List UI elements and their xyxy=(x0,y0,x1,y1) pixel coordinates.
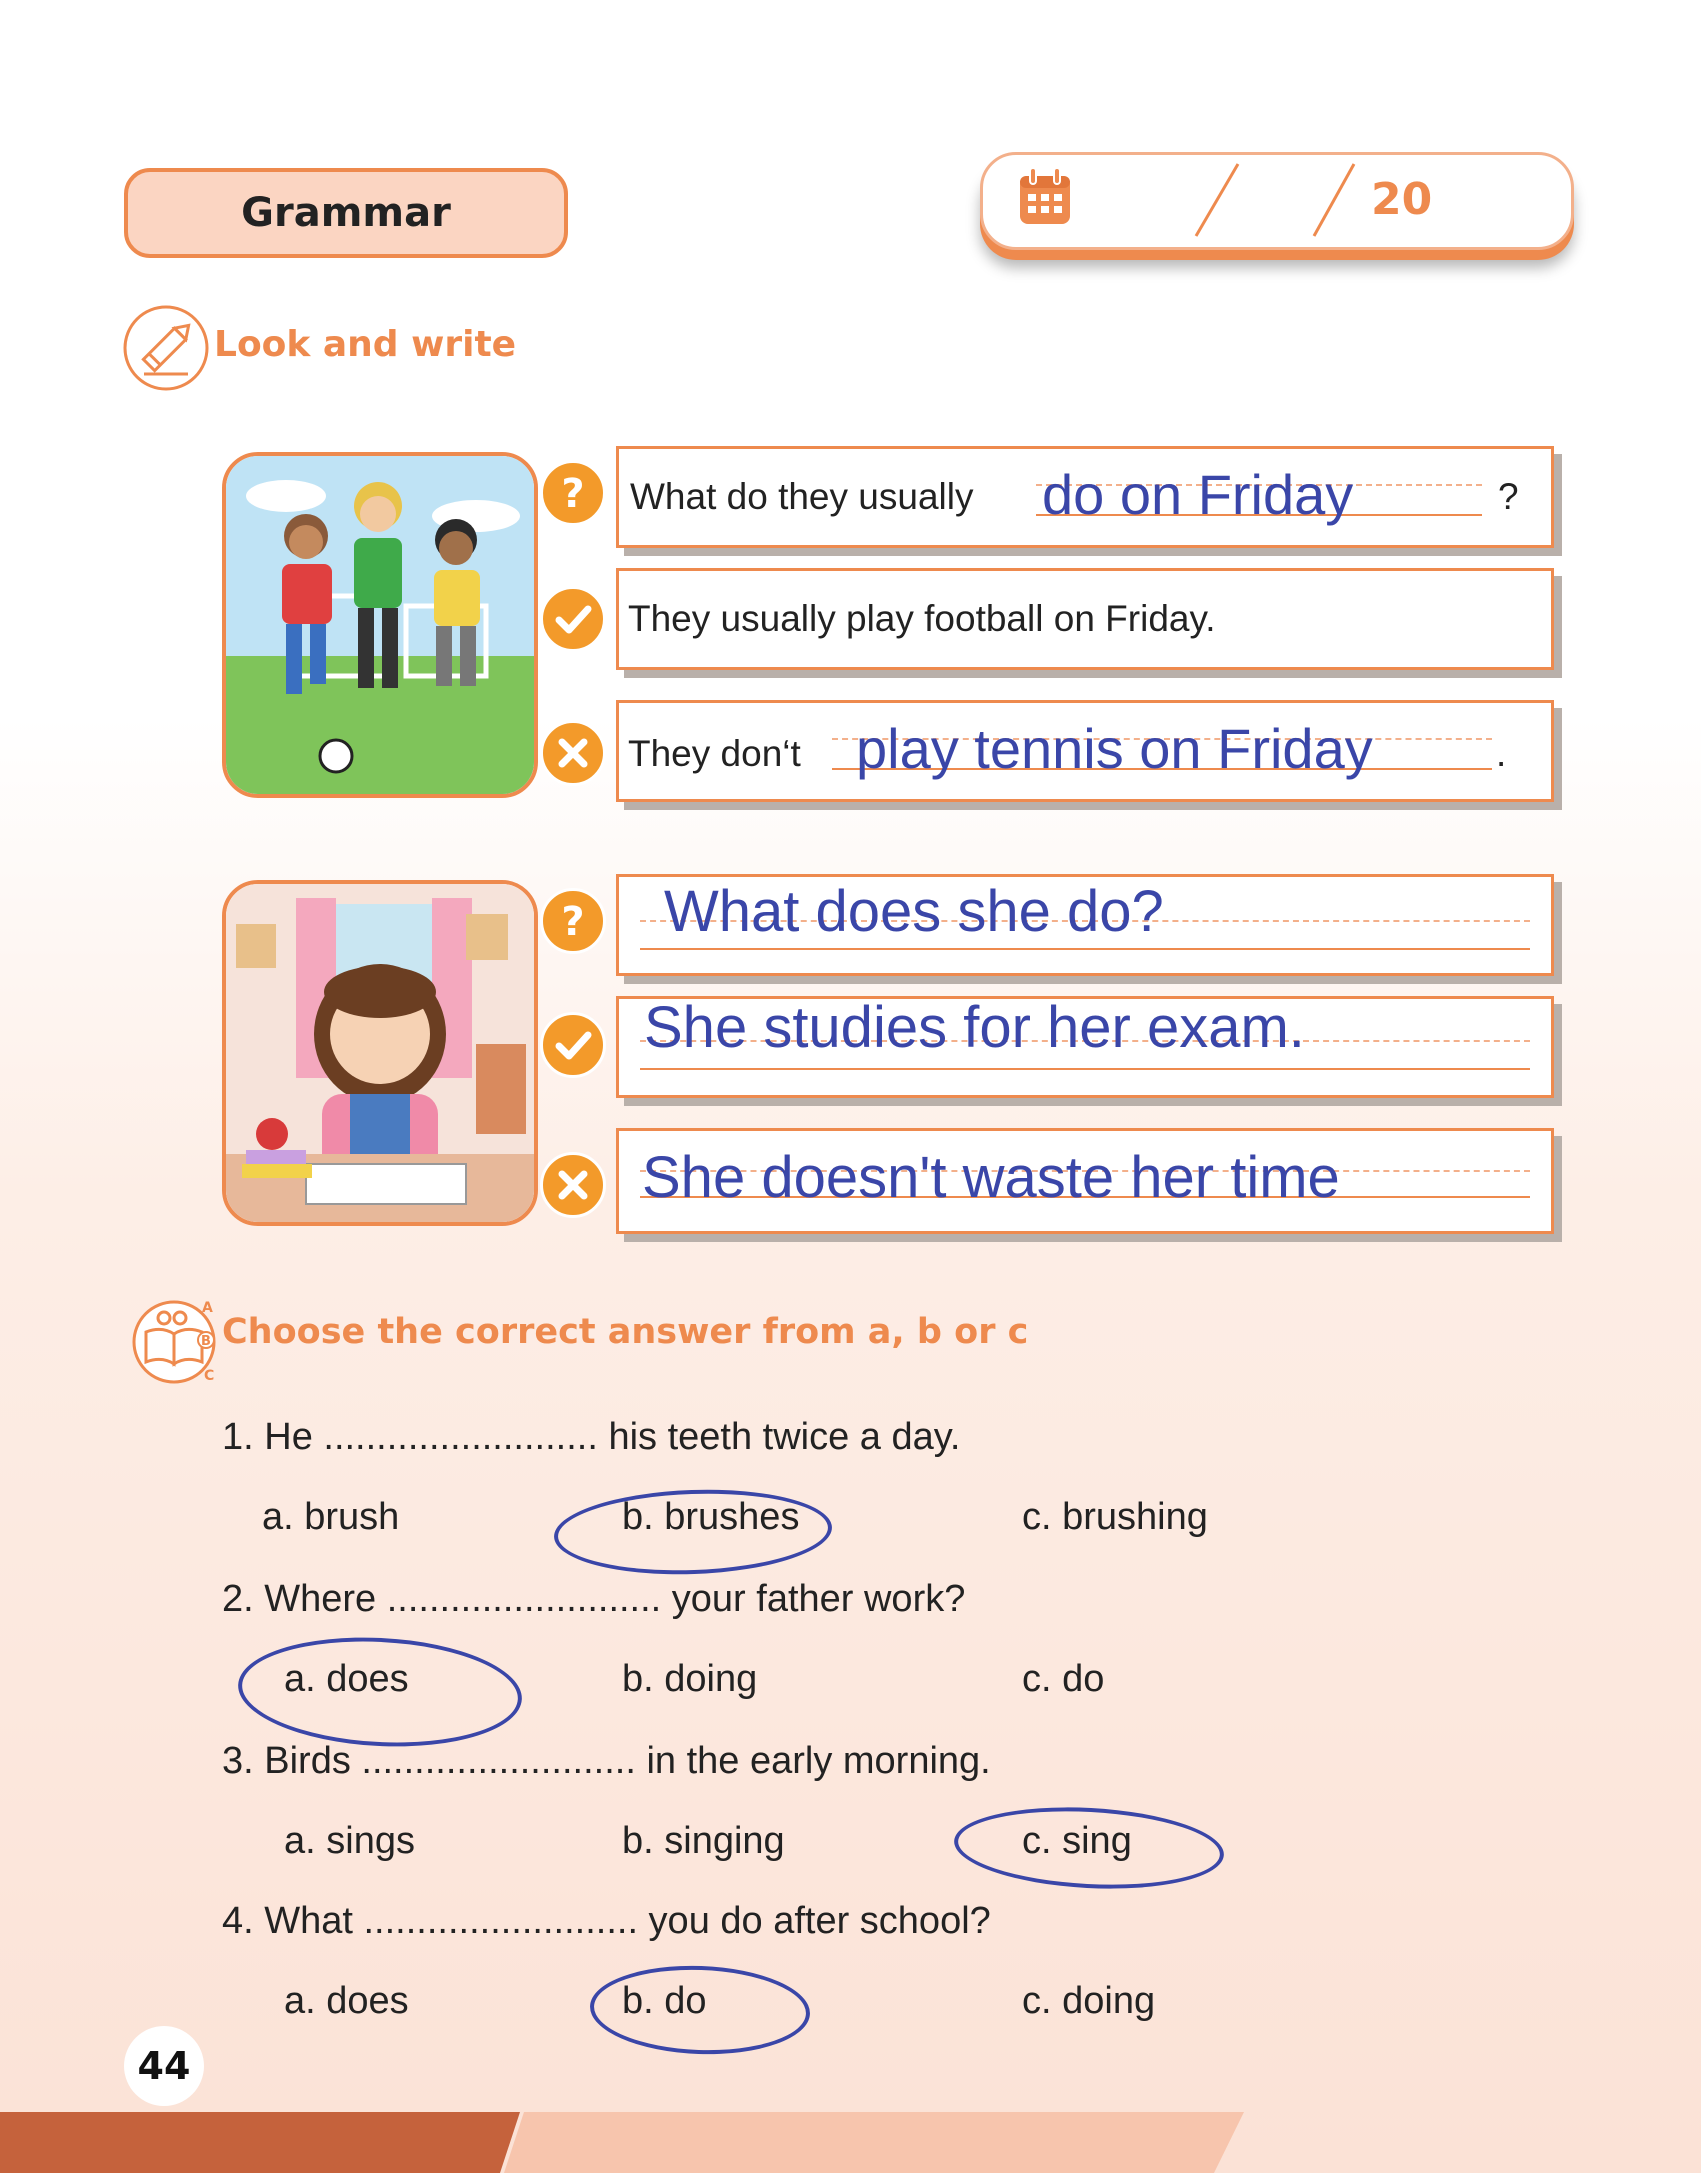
page-number: 44 xyxy=(124,2026,204,2106)
option-c[interactable]: c. do xyxy=(1022,1658,1105,1700)
option-c[interactable]: c. doing xyxy=(1022,1980,1156,2022)
answer-circle xyxy=(235,1631,524,1754)
check-badge-icon xyxy=(540,586,606,652)
question-mark: ? xyxy=(1498,476,1519,517)
date-slashes xyxy=(1186,160,1356,240)
question-badge-icon xyxy=(540,888,606,954)
option-a[interactable]: a. sings xyxy=(284,1820,415,1862)
footer-band xyxy=(0,2112,1701,2173)
answer-circle xyxy=(589,1962,812,2058)
section-tab xyxy=(124,168,568,258)
answer-circle xyxy=(553,1485,834,1579)
date-score: 20 xyxy=(1371,174,1433,225)
question-prefix: What do they usually xyxy=(630,476,974,517)
handwritten-answer[interactable]: do on Friday xyxy=(1042,463,1354,526)
answer-circle xyxy=(952,1801,1226,1895)
question-stem: 3. Birds .......................... in the early morning. xyxy=(222,1740,991,1782)
option-a[interactable]: a. does xyxy=(284,1658,409,1700)
check-badge-icon xyxy=(540,1012,606,1078)
handwritten-answer[interactable]: She studies for her exam. xyxy=(644,995,1305,1060)
section-label: Grammar xyxy=(241,190,451,236)
handwritten-answer[interactable]: play tennis on Friday xyxy=(856,717,1373,780)
writing-line xyxy=(640,1068,1530,1070)
look-and-write-title: Look and write xyxy=(214,324,517,365)
option-b[interactable]: b. brushes xyxy=(622,1496,800,1538)
svg-text:?: ? xyxy=(561,471,585,517)
choose-title: Choose the correct answer from a, b or c xyxy=(222,1312,1029,1352)
girl-studying-picture xyxy=(222,880,538,1226)
icon-letter: C xyxy=(204,1368,215,1384)
writing-line xyxy=(640,948,1530,950)
full-stop: . xyxy=(1496,733,1507,774)
option-c[interactable]: c. brushing xyxy=(1022,1496,1208,1538)
svg-text:?: ? xyxy=(561,899,585,945)
cross-badge-icon xyxy=(540,1152,606,1218)
option-a[interactable]: a. brush xyxy=(262,1496,400,1538)
pencil-icon xyxy=(122,304,210,392)
option-b[interactable]: b. doing xyxy=(622,1658,758,1700)
question-badge-icon xyxy=(540,460,606,526)
football-boys-picture xyxy=(222,452,538,798)
handwritten-answer[interactable]: What does she do? xyxy=(664,879,1164,944)
calendar-icon xyxy=(1016,166,1074,228)
question-stem: 1. He .......................... his teeth twice a day. xyxy=(222,1416,961,1458)
option-c[interactable]: c. sing xyxy=(1022,1820,1132,1862)
negative-prefix: They don‘t xyxy=(628,733,801,774)
handwritten-answer[interactable]: She doesn't waste her time xyxy=(642,1145,1340,1210)
abc-book-icon xyxy=(130,1298,222,1384)
option-b[interactable]: b. singing xyxy=(622,1820,785,1862)
option-b[interactable]: b. do xyxy=(622,1980,707,2022)
option-a[interactable]: a. does xyxy=(284,1980,409,2022)
question-stem: 4. What .......................... you do after school? xyxy=(222,1900,991,1942)
icon-letter: A xyxy=(202,1300,213,1316)
positive-sentence: They usually play football on Friday. xyxy=(628,598,1216,639)
icon-letter: B xyxy=(201,1334,211,1349)
question-stem: 2. Where .......................... your father work? xyxy=(222,1578,966,1620)
cross-badge-icon xyxy=(540,720,606,786)
